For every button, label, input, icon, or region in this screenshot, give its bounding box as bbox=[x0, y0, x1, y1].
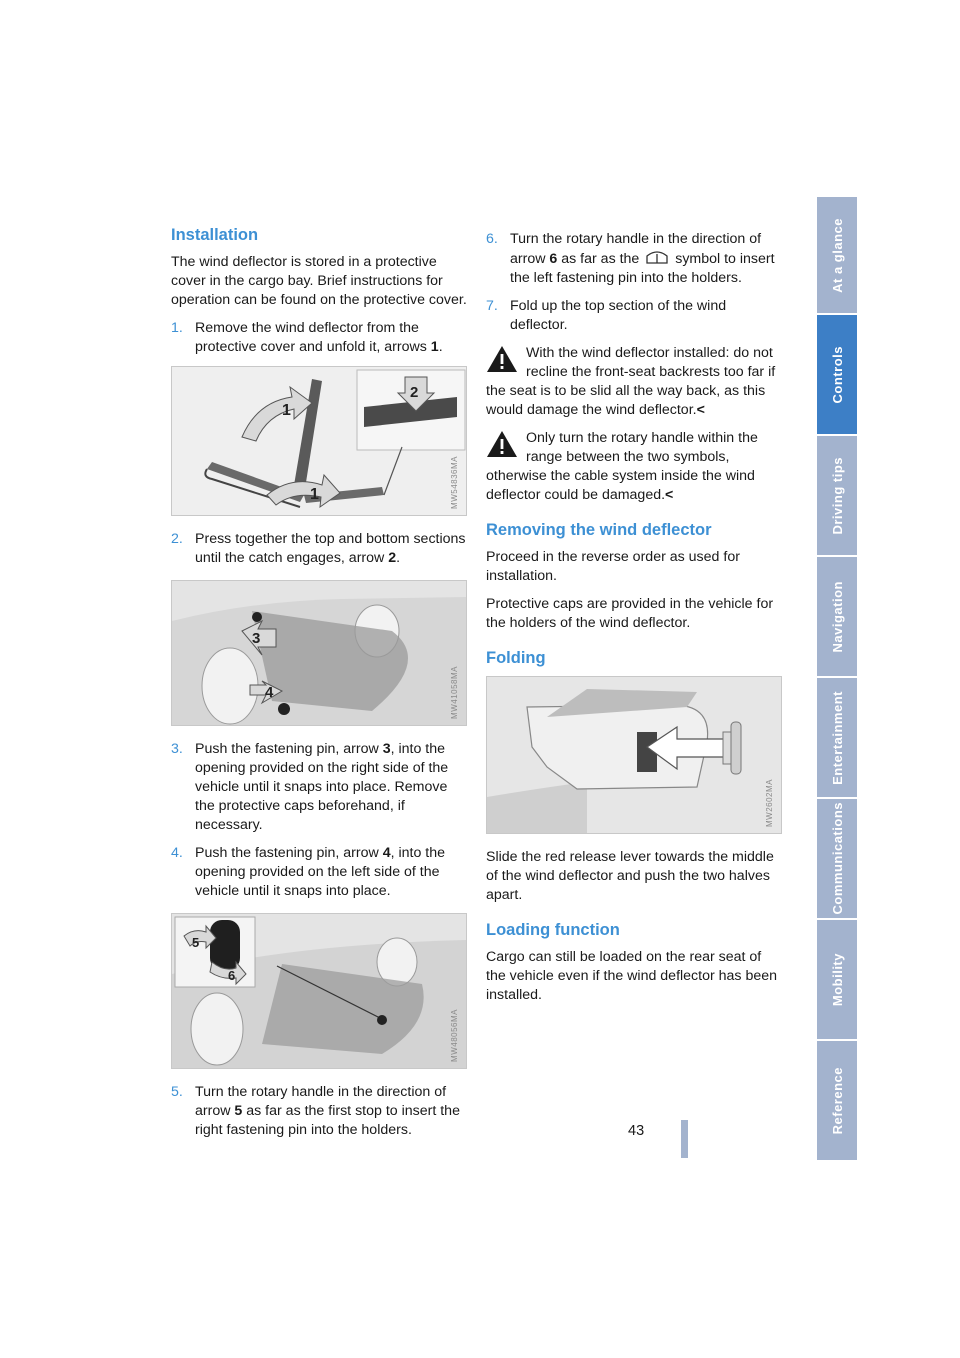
arrow-ref: 2 bbox=[388, 550, 397, 566]
step-text-end: , into the opening provided on the left side of the vehicle until it snaps into place. bbox=[195, 845, 446, 899]
installation-heading: Installation bbox=[171, 226, 259, 244]
arrow-ref: 3 bbox=[382, 741, 391, 757]
folding-text: Slide the red release lever towards the middle of the wind deflector and push the two halves apart. bbox=[486, 849, 774, 903]
figure-code: MW41058MA bbox=[450, 666, 459, 719]
step-text-end: . bbox=[438, 339, 443, 355]
tab-label: Reference bbox=[829, 1066, 845, 1135]
chapter-sidebar bbox=[817, 197, 857, 1160]
callout-6: 6 bbox=[228, 968, 236, 983]
step-1 bbox=[171, 319, 467, 357]
warning-text: With the wind deflector installed: do not recline the front-seat backrests too far if the seat is to be slid all the way back, as this would damage the wind deflector. bbox=[486, 345, 776, 418]
removing-text-1: Proceed in the reverse order as used for installation. bbox=[486, 549, 740, 584]
page-number: 43 bbox=[628, 1123, 645, 1139]
step-text: Push the fastening pin, arrow bbox=[195, 741, 383, 757]
figure-unfold-deflector bbox=[171, 366, 467, 516]
step-7 bbox=[486, 297, 782, 335]
tab-controls[interactable] bbox=[817, 315, 857, 434]
padlock-icon bbox=[644, 249, 670, 265]
arrow-ref: 6 bbox=[549, 251, 558, 267]
step-number: 5. bbox=[171, 1084, 183, 1100]
warning-rotary-range bbox=[486, 429, 782, 505]
warning-backrest bbox=[486, 344, 782, 420]
step-number: 1. bbox=[171, 320, 183, 336]
figure-code: MW54836MA bbox=[450, 456, 459, 509]
loading-heading: Loading function bbox=[486, 921, 620, 939]
step-text: Fold up the top section of the wind deflector. bbox=[510, 298, 727, 333]
callout-4: 4 bbox=[265, 684, 274, 701]
callout-1a: 1 bbox=[282, 402, 291, 419]
installation-intro: The wind deflector is stored in a protective cover in the cargo bay. Brief instructions for operation can be found on the protective cover. bbox=[171, 254, 467, 308]
step-number: 3. bbox=[171, 741, 183, 757]
arrow-ref: 5 bbox=[234, 1103, 243, 1119]
tab-entertainment[interactable] bbox=[817, 678, 857, 797]
warning-triangle-icon bbox=[486, 345, 518, 373]
step-text-end: , into the opening provided on the right side of the vehicle until it snaps into place. Remove the protective caps beforehand, if necessary. bbox=[195, 741, 449, 833]
step-2 bbox=[171, 530, 467, 568]
step-number: 4. bbox=[171, 845, 183, 861]
step-3 bbox=[171, 740, 467, 835]
step-text: Push the fastening pin, arrow bbox=[195, 845, 383, 861]
step-text: Turn the rotary handle in the direction of arrow bbox=[510, 231, 762, 267]
tab-navigation[interactable] bbox=[817, 557, 857, 676]
step-text-end: as far as the first stop to insert the right fastening pin into the holders. bbox=[195, 1103, 460, 1138]
tab-mobility[interactable] bbox=[817, 920, 857, 1039]
tab-label: Controls bbox=[829, 345, 845, 404]
step-text-end: symbol to insert the left fastening pin into the holders. bbox=[510, 251, 775, 286]
removing-heading: Removing the wind deflector bbox=[486, 521, 712, 539]
tab-communications[interactable] bbox=[817, 799, 857, 918]
warning-end-mark: < bbox=[665, 487, 674, 503]
removing-text-2: Protective caps are provided in the vehicle for the holders of the wind deflector. bbox=[486, 596, 774, 631]
step-number: 7. bbox=[486, 298, 498, 314]
page-number-bar bbox=[681, 1120, 688, 1158]
tab-label: Navigation bbox=[829, 580, 845, 653]
callout-1b: 1 bbox=[310, 486, 319, 503]
warning-triangle-icon bbox=[486, 430, 518, 458]
figure-code: MW2602MA bbox=[765, 778, 774, 827]
step-text-mid: as far as the bbox=[557, 251, 644, 267]
step-number: 2. bbox=[171, 531, 183, 547]
callout-5: 5 bbox=[192, 935, 200, 950]
folding-heading: Folding bbox=[486, 649, 546, 667]
step-text-end: . bbox=[396, 550, 401, 566]
tab-at-a-glance[interactable] bbox=[817, 197, 857, 313]
tab-label: At a glance bbox=[829, 217, 845, 293]
step-text: Press together the top and bottom sections until the catch engages, arrow bbox=[195, 531, 466, 566]
right-column bbox=[486, 230, 782, 1014]
tab-label: Driving tips bbox=[829, 456, 845, 535]
callout-3: 3 bbox=[252, 630, 261, 647]
callout-2: 2 bbox=[410, 384, 419, 401]
step-text: Turn the rotary handle in the direction of arrow bbox=[195, 1084, 447, 1119]
step-6 bbox=[486, 230, 782, 288]
tab-reference[interactable] bbox=[817, 1041, 857, 1160]
tab-label: Mobility bbox=[829, 952, 845, 1007]
step-4 bbox=[171, 844, 467, 901]
figure-fastening-pins bbox=[171, 580, 467, 726]
warning-text: Only turn the rotary handle within the range between the two symbols, otherwise the cable system inside the wind deflector could be damaged. bbox=[486, 430, 758, 503]
figure-release-lever bbox=[486, 676, 782, 834]
tab-label: Communications bbox=[829, 802, 845, 915]
figure-code: MW48056MA bbox=[450, 1009, 459, 1062]
step-number: 6. bbox=[486, 231, 498, 247]
arrow-ref: 4 bbox=[382, 845, 391, 861]
left-column bbox=[171, 226, 467, 1149]
warning-end-mark: < bbox=[696, 402, 705, 418]
tab-label: Entertainment bbox=[829, 690, 845, 785]
tab-driving-tips[interactable] bbox=[817, 436, 857, 555]
arrow-ref: 1 bbox=[430, 339, 439, 355]
figure-rotary-handle bbox=[171, 913, 467, 1069]
step-5 bbox=[171, 1083, 467, 1140]
step-text: Remove the wind deflector from the protective cover and unfold it, arrows bbox=[195, 320, 431, 355]
loading-text: Cargo can still be loaded on the rear seat of the vehicle even if the wind deflector has been installed. bbox=[486, 949, 778, 1003]
